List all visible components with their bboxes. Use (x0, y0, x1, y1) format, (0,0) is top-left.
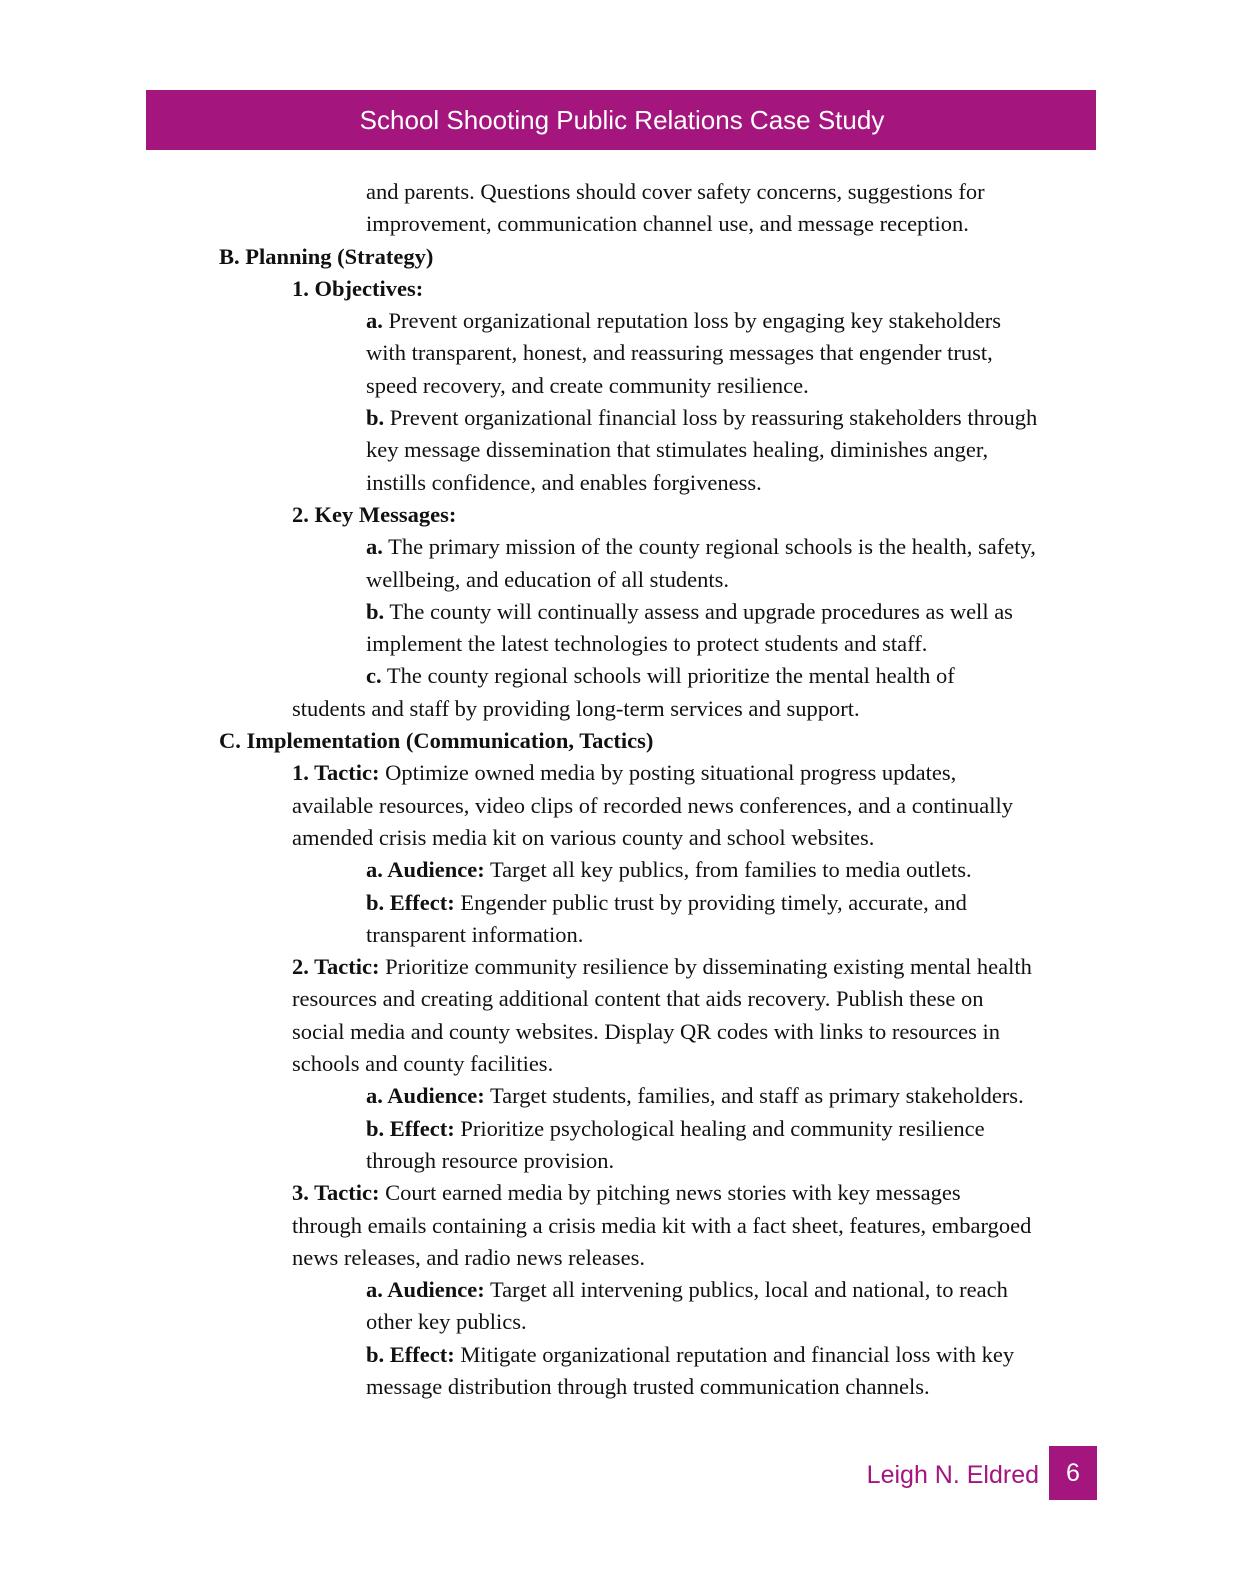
text-line (0, 628, 1241, 660)
text-line (0, 725, 1241, 757)
line-text: with transparent, honest, and reassuring messages that engender trust, (366, 340, 993, 366)
line-text: speed recovery, and create community resilience. (366, 372, 809, 398)
text-line (0, 176, 1241, 208)
line-text: The county regional schools will prioritize the mental health of (381, 663, 955, 689)
bold-label: c. (366, 663, 382, 689)
line-text: Target students, families, and staff as primary stakeholders. (484, 1083, 1024, 1109)
line-text: students and staff by providing long-term services and support. (292, 695, 860, 721)
text-line (0, 757, 1241, 789)
text-line (0, 887, 1241, 919)
text-line (0, 499, 1241, 531)
text-line (0, 305, 1241, 337)
bold-label: 1. Objectives: (292, 275, 424, 301)
line-text: through emails containing a crisis media kit with a fact sheet, features, embargoed (292, 1212, 1032, 1238)
text-line (0, 951, 1241, 983)
line-text: Mitigate organizational reputation and financial loss with key (454, 1341, 1015, 1367)
bold-label: a. Audience: (366, 1083, 485, 1109)
line-text: improvement, communication channel use, and message reception. (366, 211, 969, 237)
line-text: Target all key publics, from families to media outlets. (484, 857, 972, 883)
text-line (0, 337, 1241, 369)
bold-label: b. Effect: (366, 889, 455, 915)
text-line (0, 983, 1241, 1015)
line-text: Court earned media by pitching news stories with key messages (379, 1180, 961, 1206)
bold-label: 1. Tactic: (292, 760, 380, 786)
line-text: through resource provision. (366, 1147, 615, 1173)
bold-label: b. Effect: (366, 1115, 455, 1141)
bold-label: a. Audience: (366, 1277, 485, 1303)
text-line (0, 434, 1241, 466)
line-text: Prioritize community resilience by disseminating existing mental health (379, 954, 1032, 980)
text-line (0, 1177, 1241, 1209)
line-text: implement the latest technologies to protect students and staff. (366, 631, 928, 657)
text-line (0, 1306, 1241, 1338)
text-line (0, 1274, 1241, 1306)
text-line (0, 919, 1241, 951)
text-line (0, 854, 1241, 886)
line-text: message distribution through trusted communication channels. (366, 1373, 930, 1399)
line-text: news releases, and radio news releases. (292, 1244, 645, 1270)
document-body (0, 176, 1241, 1403)
bold-label: 2. Key Messages: (292, 501, 457, 527)
text-line (0, 1145, 1241, 1177)
line-text: Prevent organizational financial loss by reassuring stakeholders through (384, 405, 1038, 431)
text-line (0, 1242, 1241, 1274)
page-header-title: School Shooting Public Relations Case Study (359, 104, 885, 135)
line-text: resources and creating additional content that aids recovery. Publish these on (292, 986, 984, 1012)
text-line (0, 1339, 1241, 1371)
line-text: and parents. Questions should cover safety concerns, suggestions for (366, 179, 985, 204)
text-line (0, 660, 1241, 692)
text-line (0, 1371, 1241, 1403)
text-line (0, 693, 1241, 725)
text-line (0, 1048, 1241, 1080)
line-text: other key publics. (366, 1309, 527, 1335)
text-line (0, 531, 1241, 563)
line-text: instills confidence, and enables forgiveness. (366, 469, 762, 495)
text-line (0, 241, 1241, 273)
text-line (0, 1016, 1241, 1048)
text-line (0, 467, 1241, 499)
bold-label: a. (366, 308, 383, 334)
bold-label: C. Implementation (Communication, Tactics) (219, 728, 654, 754)
bold-label: a. (366, 534, 383, 560)
bold-label: 2. Tactic: (292, 954, 380, 980)
line-text: transparent information. (366, 921, 584, 947)
line-text: Optimize owned media by posting situational progress updates, (379, 760, 957, 786)
text-line (0, 1113, 1241, 1145)
line-text: Prevent organizational reputation loss by engaging key stakeholders (382, 308, 1002, 334)
bold-label: b. (366, 598, 385, 624)
line-text: The county will continually assess and upgrade procedures as well as (384, 598, 1013, 624)
line-text: social media and county websites. Display QR codes with links to resources in (292, 1018, 1000, 1044)
bold-label: a. Audience: (366, 857, 485, 883)
bold-label: B. Planning (Strategy) (219, 243, 434, 269)
line-text: available resources, video clips of recorded news conferences, and a continually (292, 792, 1013, 818)
bold-label: b. Effect: (366, 1341, 455, 1367)
line-text: Prioritize psychological healing and community resilience (454, 1115, 985, 1141)
text-line (0, 564, 1241, 596)
text-line (0, 208, 1241, 240)
page-number: 6 (1049, 1446, 1097, 1500)
line-text: key message dissemination that stimulates healing, diminishes anger, (366, 437, 989, 463)
text-line (0, 822, 1241, 854)
text-line (0, 402, 1241, 434)
line-text: schools and county facilities. (292, 1051, 554, 1077)
line-text: amended crisis media kit on various county and school websites. (292, 824, 875, 850)
line-text: Engender public trust by providing timely, accurate, and (454, 889, 967, 915)
bold-label: b. (366, 405, 385, 431)
line-text: Target all intervening publics, local and national, to reach (484, 1277, 1008, 1303)
text-line (0, 1210, 1241, 1242)
text-line (0, 1080, 1241, 1112)
text-line (0, 790, 1241, 822)
footer-author: Leigh N. Eldred (866, 1461, 1039, 1489)
bold-label: 3. Tactic: (292, 1180, 380, 1206)
header-band (146, 90, 1096, 150)
text-line (0, 273, 1241, 305)
line-text: wellbeing, and education of all students. (366, 566, 730, 592)
text-line (0, 596, 1241, 628)
text-line (0, 370, 1241, 402)
line-text: The primary mission of the county regional schools is the health, safety, (382, 534, 1036, 560)
